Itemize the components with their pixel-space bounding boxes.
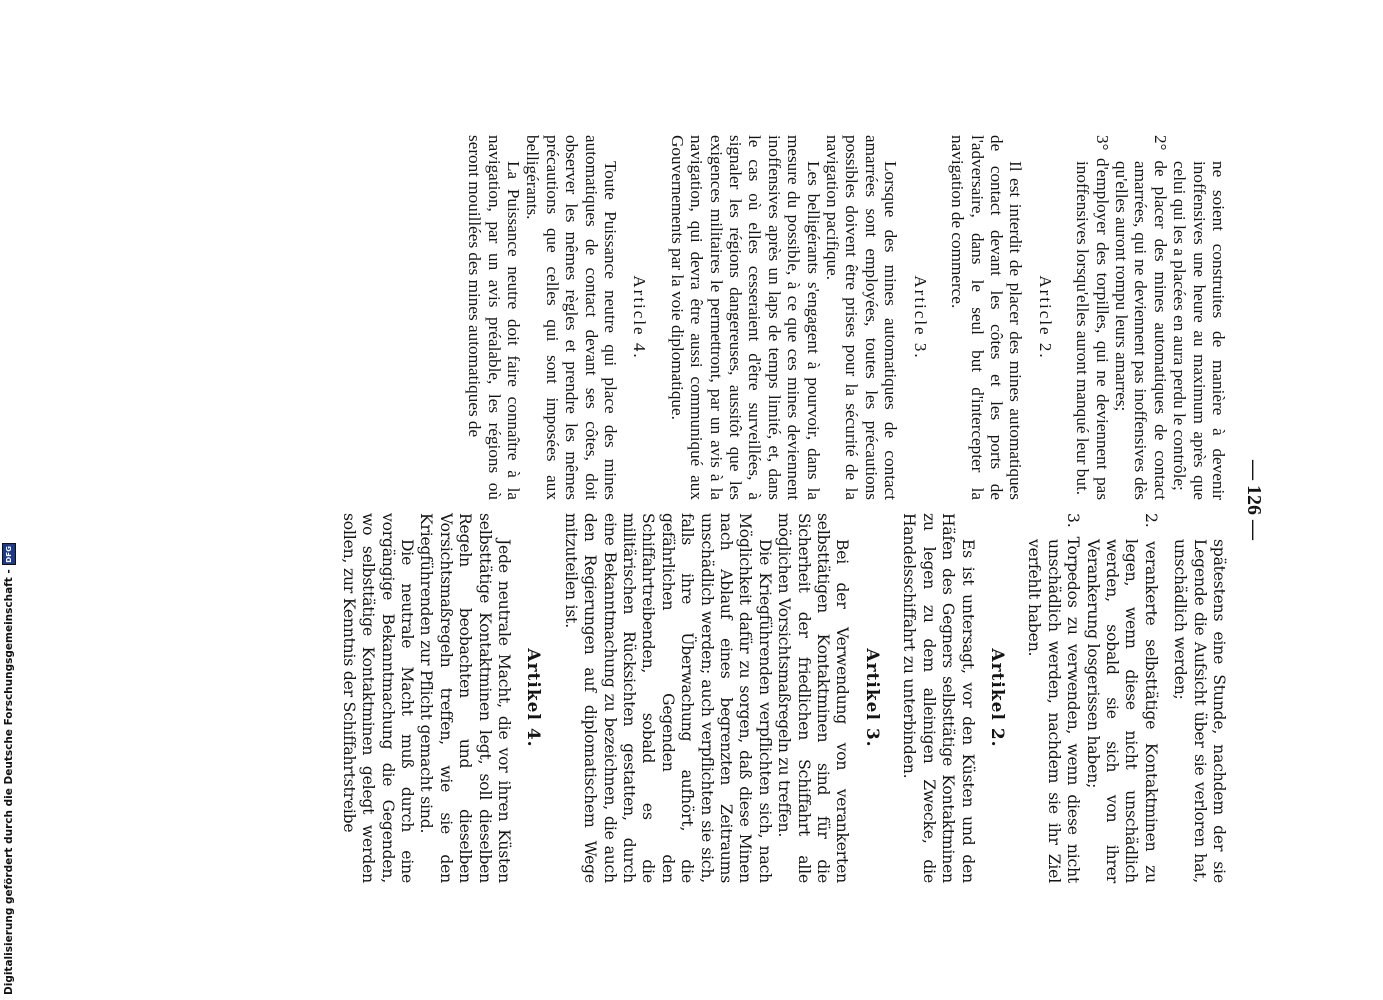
de-item-3-num: 3.: [1064, 513, 1083, 528]
german-column: [338, 513, 1228, 883]
fr-item-2: [1112, 135, 1170, 500]
de-article-4-paragraph-1: Jede neutrale Macht, die vor ihren Küsten selbsttätige Kontaktminen legt, soll dieselben Regeln beobachten und dieselben Vorsichtsmaßregeln treffen, wie sie den Kriegführenden zur Pflicht gemacht sind.: [417, 513, 513, 883]
fr-item-2-num: 2°: [1150, 135, 1170, 151]
funding-note: [2, 543, 16, 995]
french-column: [465, 135, 1228, 500]
de-article-4-paragraph-2: Die neutrale Macht muß durch eine vorgängige Bekanntmachung die Gegenden, wo selbsttätige Kontaktminen gelegt werden sollen, zur Kenntnis der Schiffahrtstreibe: [339, 513, 416, 883]
de-item-2-text: verankerte selbsttätige Kontaktminen zu legen, wenn diese nicht unschädlich werden, sobald sie sich von ihrer Verankerung losgerissen haben;: [1083, 539, 1160, 883]
fr-article-4-paragraph-2: La Puissance neutre doit faire connaître à la navigation, par un avis préalable, les régions où seront mouillées des mines automatiques de: [465, 135, 523, 500]
de-item-2: [1082, 513, 1160, 883]
de-article-3-title: Artikel 3.: [861, 648, 882, 748]
de-item-2-num: 2.: [1141, 513, 1160, 528]
fr-article-2-text: Il est interdit de placer des mines automatiques de contact devant les côtes et les ports de l'adversaire, dans le seul but d'intercepter la navigation de commerce.: [948, 135, 1026, 500]
fr-continuation: ne soient construites de manière à devenir inoffensives une heure au maximum après que celui qui les a placées en aura perdu le contrôle;: [1170, 161, 1228, 500]
fr-item-2-text: de placer des mines automatiques de contact amarrées, qui ne deviennent pas inoffensives dès qu'elles auront rompu leurs amarres;: [1111, 160, 1170, 500]
de-article-3-paragraph-2: Die Kriegführenden verpflichten sich, nach Möglichkeit dafür zu sorgen, daß diese Minen nach Ablauf eines begrenzten Zeitraums unschädlich werden; auch verpflichten sie sich, falls ihre Überwachung aufhört, die gefährlichen Gegenden den Schiffahrtreibenden, sobald es die militärischen Rücksichten gestatten, durch eine Bekanntmachung zu bezeichnen, die auch den Regierungen auf diplomatischem Wege mitzuteilen ist.: [561, 513, 774, 883]
de-article-3-paragraph-1: Bei der Verwendung von verankerten selbsttätigen Kontaktminen sind für die Sicherheit der friedlichen Schiffahrt alle möglichen Vorsichtsmaßregeln zu treffen.: [775, 513, 852, 883]
fr-article-3-paragraph-2: Les belligérants s'engagent à pourvoir, dans la mesure du possible, à ce que ces mines deviennent inoffensives après un laps de temps limité, et, dans le cas où elles cesseraient d'être surveillées, à signaler les régions dangereuses, aussitôt que les exigences militaires le permettront, par un avis à la navigation, qui devra être aussi communiqué aux Gouvernements par la voie diplomatique.: [667, 135, 823, 500]
fr-article-3-paragraph-1: Lorsque des mines automatiques de contact amarrées sont employées, toutes les précautions possibles doivent être prises pour la sécurité de la navigation pacifique.: [823, 135, 901, 500]
fr-article-4-title: Article 4.: [630, 275, 650, 360]
de-article-4-title: Artikel 4.: [523, 648, 544, 748]
page-number: — 126 —: [1243, 460, 1265, 540]
de-article-2-text: Es ist untersagt, vor den Küsten und den Häfen des Gegners selbsttätige Kontaktminen zu legen zu dem alleinigen Zwecke, die Handelsschiffahrt zu unterbinden.: [900, 513, 977, 883]
de-continuation: spätestens eine Stunde, nachdem der sie Legende die Aufsicht über sie verloren hat, unschädlich werden;: [1171, 539, 1228, 883]
funding-note-text: Digitalisierung gefördert durch die Deutsche Forschungsgemeinschaft -: [3, 569, 15, 995]
fr-item-3-num: 3°: [1092, 135, 1112, 151]
de-item-3: [1024, 513, 1082, 883]
dfg-logo-icon: DFG: [2, 543, 16, 565]
fr-item-3-text: d'employer des torpilles, qui ne deviennent pas inoffensives lorsqu'elles auront manqué leur but.: [1073, 158, 1112, 501]
fr-item-3: [1073, 135, 1112, 500]
de-item-3-text: Torpedos zu verwenden, wenn diese nicht unschädlich werden, nachdem sie ihr Ziel verfehlt haben.: [1025, 536, 1083, 884]
fr-article-3-title: Article 3.: [910, 275, 930, 360]
fr-article-2-title: Article 2.: [1035, 275, 1055, 360]
fr-article-4-paragraph-1: Toute Puissance neutre qui place des mines automatiques de contact devant ses côtes, doit observer les mêmes règles et prendre les mêmes précautions que celles qui sont imposées aux belligérants.: [523, 135, 621, 500]
de-article-2-title: Artikel 2.: [986, 648, 1007, 748]
